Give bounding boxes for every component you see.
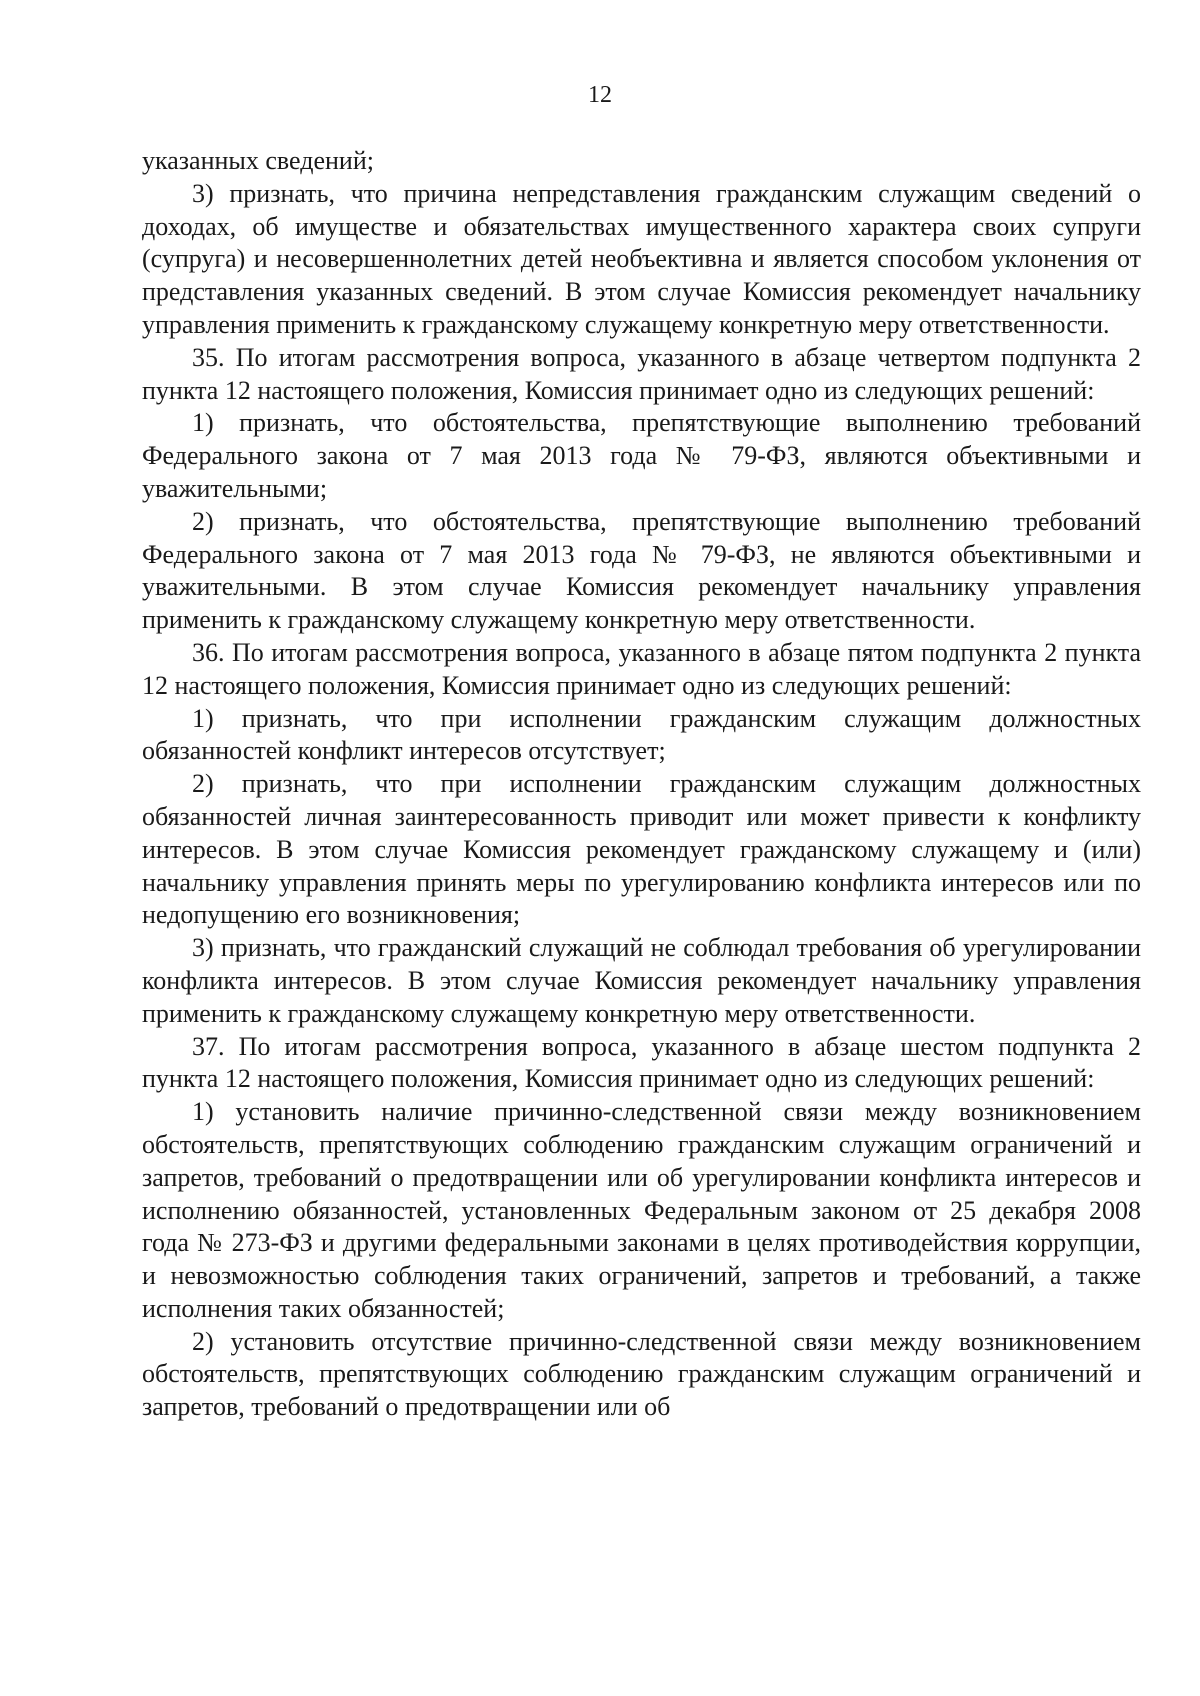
paragraph: 1) признать, что обстоятельства, препятствующие выполнению требований Федерального закона от 7 мая 2013 года № 79-ФЗ, являются объективными и уважительными; [142, 408, 1141, 503]
document-body [142, 145, 1141, 1424]
paragraph: 36. По итогам рассмотрения вопроса, указанного в абзаце пятом подпункта 2 пункта 12 настоящего положения, Комиссия принимает одно из следующих решений: [142, 637, 1141, 700]
paragraph: 1) установить наличие причинно-следственной связи между возникновением обстоятельств, препятствующих соблюдению гражданским служащим ограничений и запретов, требований о предотвращении или об урегулировании конфликта интересов и исполнению обязанностей, установленных Федеральным законом от 25 декабря 2008 года № 273-ФЗ и другими федеральными законами в целях противодействия коррупции, и невозможностью соблюдения таких ограничений, запретов и требований, а также исполнения таких обязанностей; [142, 1097, 1141, 1323]
paragraph: 2) признать, что при исполнении гражданским служащим должностных обязанностей личная заинтересованность приводит или может привести к конфликту интересов. В этом случае Комиссия рекомендует гражданскому служащему и (или) начальнику управления принять меры по урегулированию конфликта интересов или по недопущению его возникновения; [142, 769, 1141, 930]
paragraph: 35. По итогам рассмотрения вопроса, указанного в абзаце четвертом подпункта 2 пункта 12 настоящего положения, Комиссия принимает одно из следующих решений: [142, 342, 1141, 405]
page-number: 12 [588, 82, 612, 108]
paragraph: указанных сведений; [142, 146, 374, 175]
paragraph: 3) признать, что гражданский служащий не соблюдал требования об урегулировании конфликта интересов. В этом случае Комиссия рекомендует начальнику управления применить к гражданскому служащему конкретную меру ответственности. [142, 933, 1141, 1028]
paragraph: 1) признать, что при исполнении гражданским служащим должностных обязанностей конфликт интересов отсутствует; [142, 703, 1141, 766]
paragraph: 3) признать, что причина непредставления гражданским служащим сведений о доходах, об имуществе и обязательствах имущественного характера своих супруги (супруга) и несовершеннолетних детей необъективна и является способом уклонения от представления указанных сведений. В этом случае Комиссия рекомендует начальнику управления применить к гражданскому служащему конкретную меру ответственности. [142, 178, 1141, 339]
paragraph: 37. По итогам рассмотрения вопроса, указанного в абзаце шестом подпункта 2 пункта 12 настоящего положения, Комиссия принимает одно из следующих решений: [142, 1031, 1141, 1094]
paragraph: 2) признать, что обстоятельства, препятствующие выполнению требований Федерального закона от 7 мая 2013 года № 79-ФЗ, не являются объективными и уважительными. В этом случае Комиссия рекомендует начальнику управления применить к гражданскому служащему конкретную меру ответственности. [142, 506, 1141, 635]
paragraph: 2) установить отсутствие причинно-следственной связи между возникновением обстоятельств, препятствующих соблюдению гражданским служащим ограничений и запретов, требований о предотвращении или об [142, 1326, 1141, 1422]
